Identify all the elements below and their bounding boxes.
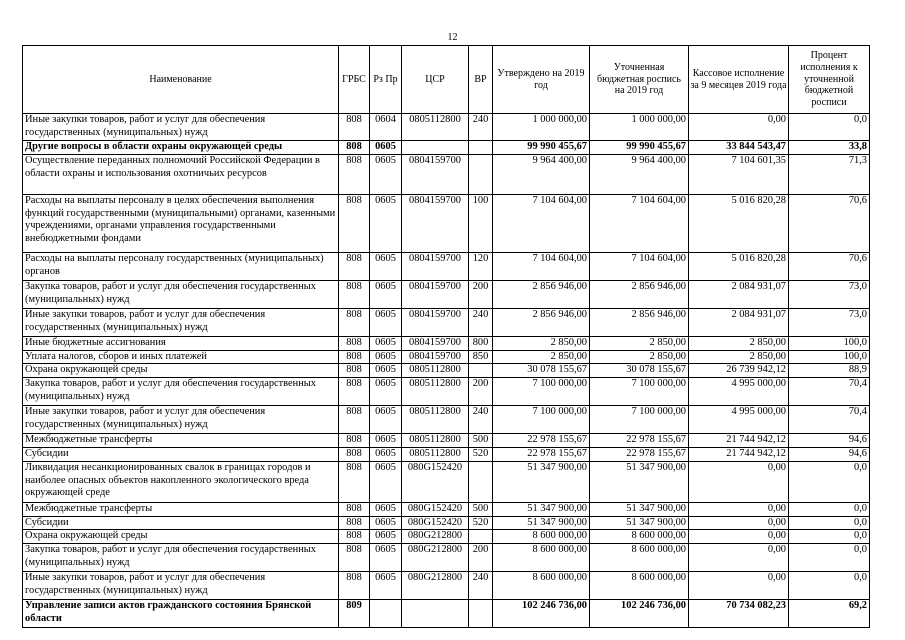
cell-vr: 800 <box>469 336 493 350</box>
cell-vr: 500 <box>469 434 493 448</box>
cell-approved: 8 600 000,00 <box>493 530 590 544</box>
cell-rzpr: 0604 <box>370 114 402 141</box>
cell-csr: 0804159700 <box>402 280 469 308</box>
cell-vr <box>469 141 493 155</box>
cell-csr: 0805112800 <box>402 378 469 406</box>
table-header-row <box>23 46 870 114</box>
cell-refined: 2 850,00 <box>590 350 689 364</box>
cell-grbs: 808 <box>339 516 370 530</box>
cell-name: Закупка товаров, работ и услуг для обеспечения государственных (муниципальных) нужд <box>23 280 339 308</box>
cell-name: Субсидии <box>23 516 339 530</box>
cell-cash: 0,00 <box>689 544 789 572</box>
cell-refined: 8 600 000,00 <box>590 530 689 544</box>
cell-csr: 080G152420 <box>402 461 469 502</box>
cell-approved: 51 347 900,00 <box>493 502 590 516</box>
cell-approved: 7 100 000,00 <box>493 378 590 406</box>
cell-vr: 200 <box>469 378 493 406</box>
table-row <box>23 308 870 336</box>
cell-rzpr: 0605 <box>370 447 402 461</box>
cell-percent: 73,0 <box>789 280 870 308</box>
cell-cash: 4 995 000,00 <box>689 406 789 434</box>
cell-vr: 240 <box>469 114 493 141</box>
cell-vr: 850 <box>469 350 493 364</box>
cell-refined: 7 100 000,00 <box>590 378 689 406</box>
cell-cash: 0,00 <box>689 572 789 600</box>
cell-approved: 30 078 155,67 <box>493 364 590 378</box>
header-rzpr: Рз Пр <box>370 46 402 114</box>
cell-name: Ликвидация несанкционированных свалок в границах городов и наиболее опасных объектов накопленного экологического вреда окружающей среде <box>23 461 339 502</box>
table-body <box>23 114 870 628</box>
header-vr: ВР <box>469 46 493 114</box>
cell-cash: 2 850,00 <box>689 336 789 350</box>
cell-csr: 0804159700 <box>402 194 469 252</box>
cell-vr: 100 <box>469 194 493 252</box>
table-row <box>23 378 870 406</box>
cell-cash: 2 084 931,07 <box>689 280 789 308</box>
cell-vr: 520 <box>469 516 493 530</box>
cell-csr: 080G212800 <box>402 544 469 572</box>
cell-cash: 0,00 <box>689 502 789 516</box>
header-percent: Процент исполнения к уточненной бюджетной росписи <box>789 46 870 114</box>
cell-rzpr: 0605 <box>370 544 402 572</box>
cell-name: Расходы на выплаты персоналу государственных (муниципальных) органов <box>23 252 339 280</box>
cell-refined: 102 246 736,00 <box>590 600 689 628</box>
cell-refined: 22 978 155,67 <box>590 447 689 461</box>
cell-refined: 51 347 900,00 <box>590 516 689 530</box>
cell-rzpr <box>370 600 402 628</box>
cell-cash: 70 734 082,23 <box>689 600 789 628</box>
cell-approved: 8 600 000,00 <box>493 572 590 600</box>
cell-csr: 080G212800 <box>402 530 469 544</box>
cell-grbs: 808 <box>339 530 370 544</box>
table-row <box>23 572 870 600</box>
cell-refined: 22 978 155,67 <box>590 434 689 448</box>
table-row <box>23 516 870 530</box>
cell-grbs: 808 <box>339 364 370 378</box>
cell-vr: 240 <box>469 572 493 600</box>
cell-grbs: 808 <box>339 350 370 364</box>
cell-rzpr: 0605 <box>370 336 402 350</box>
cell-percent: 0,0 <box>789 502 870 516</box>
cell-cash: 0,00 <box>689 114 789 141</box>
cell-rzpr: 0605 <box>370 194 402 252</box>
cell-name: Иные бюджетные ассигнования <box>23 336 339 350</box>
cell-grbs: 808 <box>339 308 370 336</box>
cell-approved: 2 856 946,00 <box>493 308 590 336</box>
cell-name: Иные закупки товаров, работ и услуг для обеспечения государственных (муниципальных) нужд <box>23 572 339 600</box>
cell-csr: 0804159700 <box>402 252 469 280</box>
cell-vr: 500 <box>469 502 493 516</box>
table-row <box>23 434 870 448</box>
cell-percent: 0,0 <box>789 114 870 141</box>
cell-cash: 2 850,00 <box>689 350 789 364</box>
cell-percent: 0,0 <box>789 530 870 544</box>
cell-cash: 26 739 942,12 <box>689 364 789 378</box>
cell-name: Иные закупки товаров, работ и услуг для обеспечения государственных (муниципальных) нужд <box>23 114 339 141</box>
cell-csr: 0805112800 <box>402 364 469 378</box>
cell-csr: 080G212800 <box>402 572 469 600</box>
cell-vr: 520 <box>469 447 493 461</box>
cell-percent: 70,6 <box>789 252 870 280</box>
cell-cash: 7 104 601,35 <box>689 154 789 194</box>
cell-cash: 5 016 820,28 <box>689 194 789 252</box>
cell-approved: 7 104 604,00 <box>493 194 590 252</box>
budget-table <box>22 45 870 628</box>
cell-vr: 200 <box>469 544 493 572</box>
cell-refined: 8 600 000,00 <box>590 572 689 600</box>
cell-percent: 70,4 <box>789 378 870 406</box>
cell-rzpr: 0605 <box>370 378 402 406</box>
cell-cash: 5 016 820,28 <box>689 252 789 280</box>
table-row <box>23 154 870 194</box>
cell-percent: 33,8 <box>789 141 870 155</box>
cell-refined: 1 000 000,00 <box>590 114 689 141</box>
cell-grbs: 809 <box>339 600 370 628</box>
cell-rzpr: 0605 <box>370 154 402 194</box>
cell-grbs: 808 <box>339 280 370 308</box>
cell-rzpr: 0605 <box>370 350 402 364</box>
header-csr: ЦСР <box>402 46 469 114</box>
cell-approved: 7 100 000,00 <box>493 406 590 434</box>
cell-rzpr: 0605 <box>370 308 402 336</box>
header-name: Наименование <box>23 46 339 114</box>
cell-refined: 99 990 455,67 <box>590 141 689 155</box>
cell-refined: 30 078 155,67 <box>590 364 689 378</box>
table-row <box>23 141 870 155</box>
cell-grbs: 808 <box>339 252 370 280</box>
cell-percent: 94,6 <box>789 434 870 448</box>
cell-name: Управление записи актов гражданского состояния Брянской области <box>23 600 339 628</box>
cell-rzpr: 0605 <box>370 461 402 502</box>
cell-percent: 73,0 <box>789 308 870 336</box>
table-row <box>23 280 870 308</box>
cell-rzpr: 0605 <box>370 141 402 155</box>
cell-name: Межбюджетные трансферты <box>23 502 339 516</box>
cell-vr <box>469 364 493 378</box>
cell-vr <box>469 154 493 194</box>
cell-refined: 51 347 900,00 <box>590 502 689 516</box>
cell-name: Закупка товаров, работ и услуг для обеспечения государственных (муниципальных) нужд <box>23 378 339 406</box>
cell-percent: 70,6 <box>789 194 870 252</box>
header-refined: Уточненная бюджетная роспись на 2019 год <box>590 46 689 114</box>
cell-refined: 2 850,00 <box>590 336 689 350</box>
cell-vr <box>469 461 493 502</box>
cell-grbs: 808 <box>339 114 370 141</box>
cell-rzpr: 0605 <box>370 434 402 448</box>
cell-csr: 0804159700 <box>402 350 469 364</box>
header-cash: Кассовое исполнение за 9 месяцев 2019 года <box>689 46 789 114</box>
cell-name: Охрана окружающей среды <box>23 364 339 378</box>
cell-percent: 94,6 <box>789 447 870 461</box>
cell-approved: 51 347 900,00 <box>493 516 590 530</box>
table-row <box>23 252 870 280</box>
cell-percent: 70,4 <box>789 406 870 434</box>
table-row <box>23 114 870 141</box>
cell-percent: 69,2 <box>789 600 870 628</box>
cell-cash: 33 844 543,47 <box>689 141 789 155</box>
cell-percent: 88,9 <box>789 364 870 378</box>
table-row <box>23 406 870 434</box>
cell-vr: 120 <box>469 252 493 280</box>
cell-percent: 71,3 <box>789 154 870 194</box>
table-row <box>23 544 870 572</box>
cell-percent: 0,0 <box>789 572 870 600</box>
page-number: 12 <box>447 32 458 43</box>
cell-percent: 0,0 <box>789 461 870 502</box>
cell-grbs: 808 <box>339 572 370 600</box>
table-row <box>23 530 870 544</box>
cell-approved: 2 850,00 <box>493 350 590 364</box>
cell-approved: 51 347 900,00 <box>493 461 590 502</box>
cell-csr: 0804159700 <box>402 308 469 336</box>
cell-approved: 7 104 604,00 <box>493 252 590 280</box>
cell-csr <box>402 600 469 628</box>
cell-name: Иные закупки товаров, работ и услуг для обеспечения государственных (муниципальных) нужд <box>23 406 339 434</box>
table-row <box>23 350 870 364</box>
table-row <box>23 447 870 461</box>
cell-approved: 99 990 455,67 <box>493 141 590 155</box>
cell-approved: 22 978 155,67 <box>493 447 590 461</box>
cell-approved: 2 850,00 <box>493 336 590 350</box>
cell-refined: 9 964 400,00 <box>590 154 689 194</box>
cell-grbs: 808 <box>339 194 370 252</box>
cell-rzpr: 0605 <box>370 516 402 530</box>
cell-approved: 9 964 400,00 <box>493 154 590 194</box>
cell-approved: 22 978 155,67 <box>493 434 590 448</box>
cell-grbs: 808 <box>339 502 370 516</box>
cell-vr <box>469 600 493 628</box>
cell-csr <box>402 141 469 155</box>
cell-csr: 080G152420 <box>402 502 469 516</box>
cell-grbs: 808 <box>339 544 370 572</box>
table-row <box>23 502 870 516</box>
cell-grbs: 808 <box>339 447 370 461</box>
cell-rzpr: 0605 <box>370 364 402 378</box>
cell-grbs: 808 <box>339 141 370 155</box>
cell-cash: 0,00 <box>689 461 789 502</box>
cell-approved: 2 856 946,00 <box>493 280 590 308</box>
cell-refined: 2 856 946,00 <box>590 280 689 308</box>
cell-refined: 8 600 000,00 <box>590 544 689 572</box>
cell-percent: 0,0 <box>789 516 870 530</box>
cell-name: Субсидии <box>23 447 339 461</box>
cell-grbs: 808 <box>339 336 370 350</box>
cell-cash: 4 995 000,00 <box>689 378 789 406</box>
cell-name: Другие вопросы в области охраны окружающей среды <box>23 141 339 155</box>
table-row <box>23 364 870 378</box>
header-grbs: ГРБС <box>339 46 370 114</box>
cell-csr: 0805112800 <box>402 114 469 141</box>
cell-percent: 100,0 <box>789 336 870 350</box>
cell-name: Межбюджетные трансферты <box>23 434 339 448</box>
cell-name: Охрана окружающей среды <box>23 530 339 544</box>
cell-grbs: 808 <box>339 434 370 448</box>
cell-vr <box>469 530 493 544</box>
cell-csr: 080G152420 <box>402 516 469 530</box>
cell-grbs: 808 <box>339 378 370 406</box>
cell-cash: 21 744 942,12 <box>689 434 789 448</box>
cell-name: Иные закупки товаров, работ и услуг для обеспечения государственных (муниципальных) нужд <box>23 308 339 336</box>
cell-rzpr: 0605 <box>370 502 402 516</box>
cell-vr: 200 <box>469 280 493 308</box>
cell-refined: 7 104 604,00 <box>590 252 689 280</box>
cell-csr: 0805112800 <box>402 406 469 434</box>
cell-cash: 0,00 <box>689 516 789 530</box>
table-row <box>23 461 870 502</box>
cell-vr: 240 <box>469 406 493 434</box>
cell-rzpr: 0605 <box>370 572 402 600</box>
cell-csr: 0804159700 <box>402 336 469 350</box>
cell-grbs: 808 <box>339 406 370 434</box>
cell-approved: 1 000 000,00 <box>493 114 590 141</box>
table-row <box>23 336 870 350</box>
cell-refined: 51 347 900,00 <box>590 461 689 502</box>
cell-refined: 2 856 946,00 <box>590 308 689 336</box>
cell-rzpr: 0605 <box>370 280 402 308</box>
cell-csr: 0805112800 <box>402 447 469 461</box>
header-approved: Утверждено на 2019 год <box>493 46 590 114</box>
table-row <box>23 194 870 252</box>
cell-refined: 7 104 604,00 <box>590 194 689 252</box>
cell-csr: 0804159700 <box>402 154 469 194</box>
cell-percent: 100,0 <box>789 350 870 364</box>
cell-cash: 2 084 931,07 <box>689 308 789 336</box>
cell-name: Уплата налогов, сборов и иных платежей <box>23 350 339 364</box>
cell-percent: 0,0 <box>789 544 870 572</box>
cell-vr: 240 <box>469 308 493 336</box>
cell-cash: 21 744 942,12 <box>689 447 789 461</box>
cell-name: Расходы на выплаты персоналу в целях обеспечения выполнения функций государственными (муниципальными) органами, казенными учреждениями, органами управления государственными внебюджетными фондами <box>23 194 339 252</box>
table-row <box>23 600 870 628</box>
cell-cash: 0,00 <box>689 530 789 544</box>
cell-grbs: 808 <box>339 461 370 502</box>
cell-rzpr: 0605 <box>370 252 402 280</box>
cell-rzpr: 0605 <box>370 406 402 434</box>
cell-rzpr: 0605 <box>370 530 402 544</box>
cell-name: Закупка товаров, работ и услуг для обеспечения государственных (муниципальных) нужд <box>23 544 339 572</box>
cell-csr: 0805112800 <box>402 434 469 448</box>
cell-approved: 8 600 000,00 <box>493 544 590 572</box>
cell-approved: 102 246 736,00 <box>493 600 590 628</box>
cell-refined: 7 100 000,00 <box>590 406 689 434</box>
cell-grbs: 808 <box>339 154 370 194</box>
cell-name: Осуществление переданных полномочий Российской Федерации в области охраны и использования охотничьих ресурсов <box>23 154 339 194</box>
